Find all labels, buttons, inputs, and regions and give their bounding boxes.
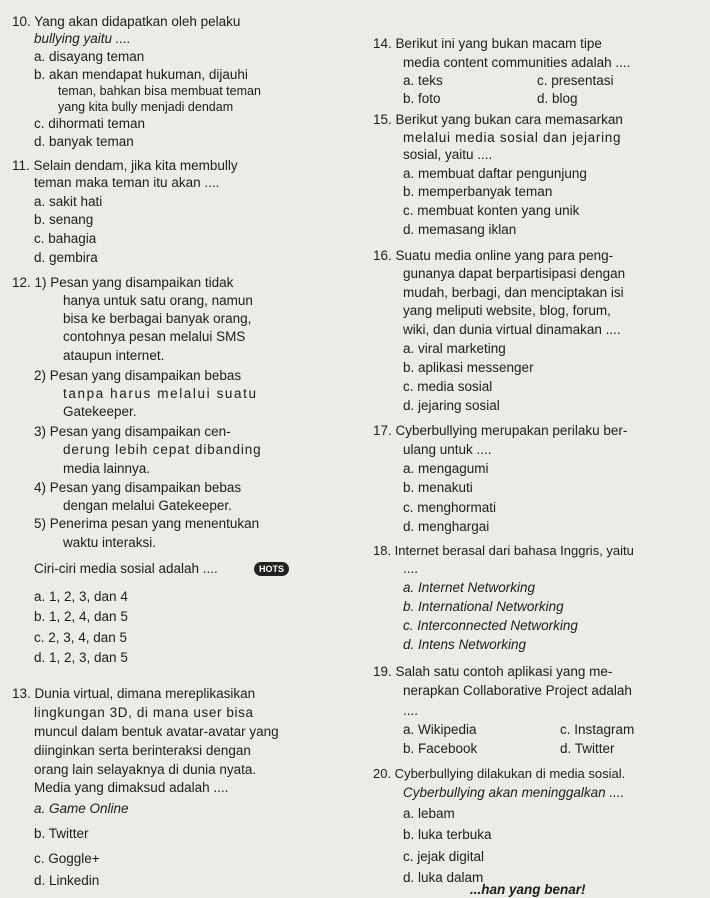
option-a: a. membuat daftar pengunjung [403,166,587,181]
question-text: yang meliputi website, blog, forum, [403,303,611,318]
option-a: a. sakit hati [34,194,103,209]
option-d: d. menghargai [403,519,490,534]
question-text: 19. Salah satu contoh aplikasi yang me- [373,664,613,679]
hots-badge: HOTS [254,562,289,576]
option-c: c. Instagram [560,722,635,737]
option-a: a. Internet Networking [403,580,536,595]
question-text: .... [403,561,419,576]
option-b: b. 1, 2, 4, dan 5 [34,609,128,624]
statement-2: 2) Pesan yang disampaikan bebas [34,368,242,383]
statement-1: 12. 1) Pesan yang disampaikan tidak [12,275,234,290]
question-text: orang lain selayaknya di dunia nyata. [34,762,257,777]
option-a: a. lebam [403,806,455,821]
question-text: lingkungan 3D, di mana user bisa [34,705,254,720]
statement-1-line: ataupun internet. [63,348,165,363]
statement-2-line: Gatekeeper. [63,404,137,419]
statement-1-line: contohnya pesan melalui SMS [63,329,246,344]
question-text: media content communities adalah .... [403,55,631,70]
question-text: Media yang dimaksud adalah .... [34,780,229,795]
option-b: b. Twitter [34,826,89,841]
option-a: a. Wikipedia [403,722,477,737]
question-text: wiki, dan dunia virtual dinamakan .... [403,322,621,337]
option-c: c. 2, 3, 4, dan 5 [34,630,128,645]
question-text: .... [403,703,419,718]
option-c: c. bahagia [34,231,97,246]
option-d: d. jejaring sosial [403,398,500,413]
option-d: d. Twitter [560,741,615,756]
option-a: a. 1, 2, 3, dan 4 [34,589,128,604]
option-c: c. membuat konten yang unik [403,203,580,218]
statement-2-line: tanpa harus melalui suatu [63,386,258,401]
question-text: teman maka teman itu akan .... [34,175,220,190]
statement-4: 4) Pesan yang disampaikan bebas [34,480,242,495]
option-d: d. gembira [34,250,98,265]
option-d: d. blog [537,91,578,106]
option-a: a. Game Online [34,801,129,816]
option-c: c. media sosial [403,379,493,394]
question-text: 20. Cyberbullying dilakukan di media sosial. [373,766,626,781]
question-text: 11. Selain dendam, jika kita membully [12,158,238,173]
option-d: d. memasang iklan [403,222,517,237]
option-d: d. luka dalam [403,870,484,885]
question-text: ulang untuk .... [403,442,492,457]
statement-1-line: hanya untuk satu orang, namun [63,293,253,308]
question-text: diinginkan serta berinteraksi dengan [34,743,251,758]
question-prompt: Ciri-ciri media sosial adalah .... [34,561,218,576]
statement-1-line: bisa ke berbagai banyak orang, [63,311,252,326]
option-b-line2: teman, bahkan bisa membuat teman [58,84,261,98]
question-text: Cyberbullying akan meninggalkan .... [403,785,625,800]
question-text: muncul dalam bentuk avatar-avatar yang [34,724,279,739]
question-text: gunanya dapat berpartisipasi dengan [403,266,626,281]
statement-3-line: media lainnya. [63,461,151,476]
option-b: b. memperbanyak teman [403,184,553,199]
option-b-line3: yang kita bully menjadi dendam [58,100,234,114]
question-text: 13. Dunia virtual, dimana mereplikasikan [12,686,256,701]
option-a: a. mengagumi [403,461,489,476]
question-text: 17. Cyberbullying merupakan perilaku ber- [373,423,628,438]
option-a: a. disayang teman [34,49,145,64]
option-c: c. dihormati teman [34,116,146,131]
statement-5: 5) Penerima pesan yang menentukan [34,516,260,531]
option-c: c. jejak digital [403,849,485,864]
option-d: d. 1, 2, 3, dan 5 [34,650,128,665]
question-text: bullying yaitu .... [34,31,131,46]
question-text: 14. Berikut ini yang bukan macam tipe [373,36,602,51]
option-b: b. Facebook [403,741,478,756]
question-text: nerapkan Collaborative Project adalah [403,683,632,698]
question-text: sosial, yaitu .... [403,147,493,162]
option-b: b. luka terbuka [403,827,492,842]
question-text: mudah, berbagi, dan menciptakan isi [403,285,624,300]
option-d: d. Linkedin [34,873,100,888]
option-a: a. viral marketing [403,341,506,356]
option-b: b. International Networking [403,599,564,614]
option-c: c. Interconnected Networking [403,618,578,633]
option-b: b. aplikasi messenger [403,360,534,375]
statement-5-line: waktu interaksi. [63,535,157,550]
option-c: c. presentasi [537,73,614,88]
question-text: 18. Internet berasal dari bahasa Inggris, yaitu [373,543,634,558]
statement-3: 3) Pesan yang disampaikan cen- [34,424,231,439]
option-b: b. senang [34,212,94,227]
question-text: melalui media sosial dan jejaring [403,130,622,145]
question-text: 15. Berikut yang bukan cara memasarkan [373,112,623,127]
option-a: a. teks [403,73,443,88]
option-b: b. foto [403,91,441,106]
option-b: b. akan mendapat hukuman, dijauhi [34,67,248,82]
footer-instruction: ...han yang benar! [470,882,586,897]
question-text: 10. Yang akan didapatkan oleh pelaku [12,14,241,29]
statement-4-line: dengan melalui Gatekeeper. [63,498,232,513]
option-d: d. Intens Networking [403,637,527,652]
option-b: b. menakuti [403,480,473,495]
statement-3-line: derung lebih cepat dibanding [63,442,262,457]
option-d: d. banyak teman [34,134,134,149]
question-text: 16. Suatu media online yang para peng- [373,248,614,263]
option-c: c. Goggle+ [34,851,100,866]
option-c: c. menghormati [403,500,497,515]
